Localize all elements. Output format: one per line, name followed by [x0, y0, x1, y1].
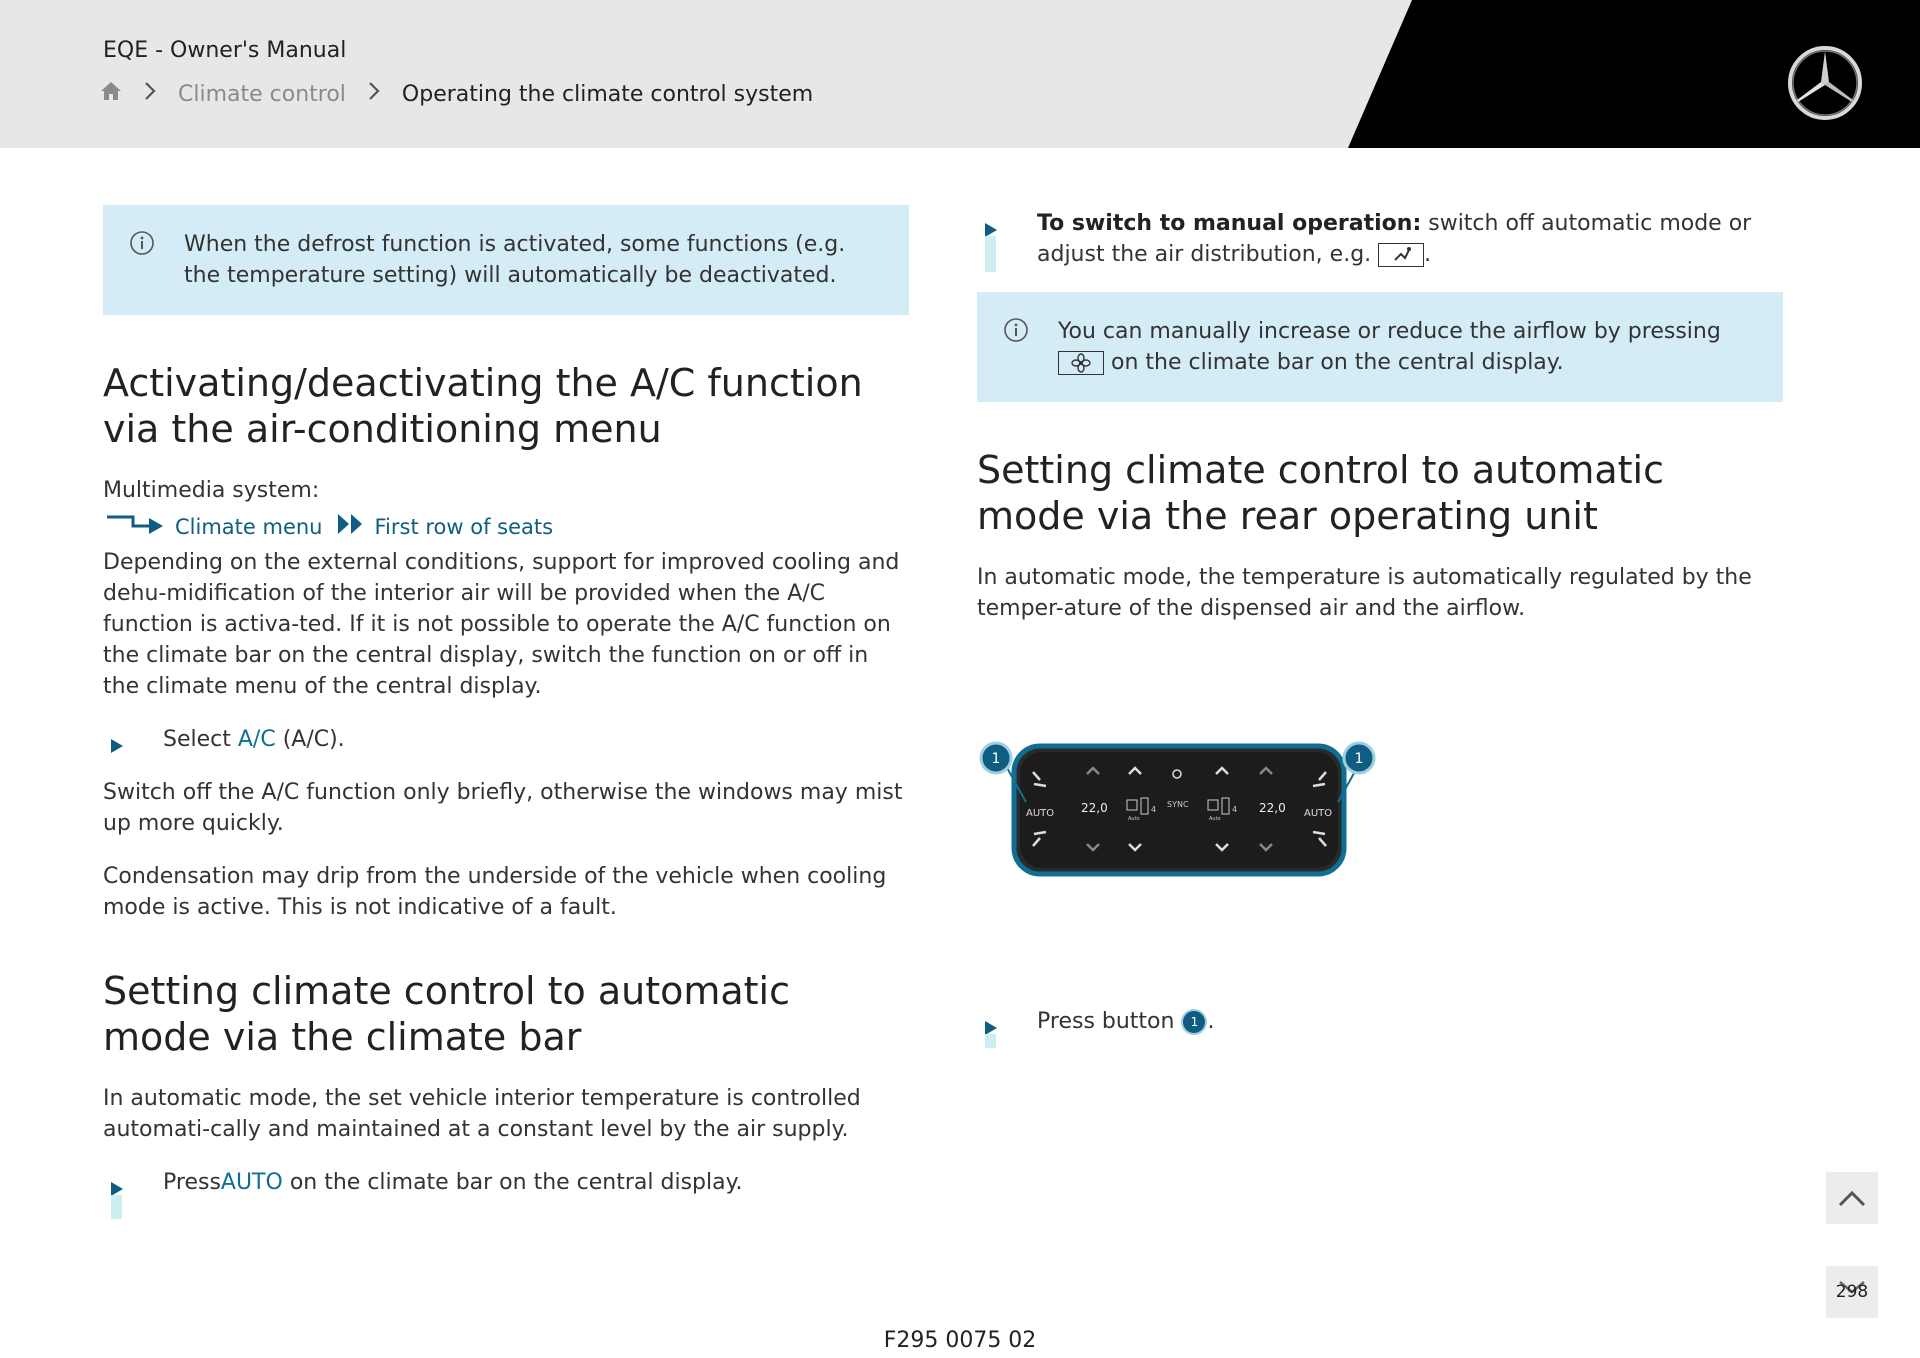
fan-icon — [1058, 351, 1104, 375]
diagram-fan-level-right: 4 — [1232, 805, 1238, 814]
air-distribution-icon — [1378, 243, 1424, 267]
callout-1-left: 1 — [991, 751, 1001, 767]
paragraph-rear-auto: In automatic mode, the temperature is automatically regulated by the temper-ature of the dispensed air and the airflow. — [977, 565, 1752, 621]
info-box-defrost — [103, 205, 909, 315]
rear-operating-unit-diagram — [976, 740, 1401, 880]
step-text: . — [1424, 242, 1432, 267]
diagram-temp-left: 22,0 — [1081, 801, 1108, 815]
info-box-airflow — [977, 292, 1783, 402]
step-marker-bar — [111, 1195, 122, 1219]
header-black-panel — [0, 0, 1920, 148]
step-text: (A/C). — [275, 727, 345, 752]
step-text: . — [1207, 1009, 1215, 1034]
callout-badge: 1 — [1181, 1009, 1207, 1035]
diagram-fan-auto-right: Auto — [1209, 816, 1221, 822]
step-text: Select — [163, 727, 238, 752]
step-manual-operation — [977, 208, 1783, 270]
diagram-fan-level-left: 4 — [1151, 805, 1157, 814]
step-text: switch off automatic mode or adjust the air distribution, e.g. — [1037, 211, 1752, 267]
diagram-fan-auto-left: Auto — [1128, 816, 1140, 822]
heading-auto-climate-bar: Setting climate control to automatic mode via the climate bar — [103, 969, 791, 1059]
auto-link[interactable]: AUTO — [220, 1170, 283, 1195]
info-text: When the defrost function is activated, some functions (e.g. the temperature setting) will automatically be deactivated. — [184, 232, 846, 288]
step-marker-bar — [985, 236, 996, 272]
info-text: on the climate bar on the central display. — [1104, 350, 1564, 375]
heading-auto-rear-unit: Setting climate control to automatic mode via the rear operating unit — [977, 448, 1665, 538]
step-press-button — [977, 1006, 1843, 1037]
step-select-ac — [103, 724, 909, 755]
manual-title: EQE - Owner's Manual — [103, 38, 347, 63]
diagram-temp-right: 22,0 — [1259, 801, 1286, 815]
menu-path-first-row[interactable]: First row of seats — [374, 514, 554, 539]
info-text: You can manually increase or reduce the airflow by pressing — [1058, 319, 1721, 344]
paragraph-condensation: Condensation may drip from the underside of the vehicle when cooling mode is active. This is not indicative of a fault. — [103, 864, 887, 920]
info-icon — [1003, 317, 1029, 352]
menu-path-arrow-icon — [103, 512, 167, 541]
step-arrow-icon — [109, 732, 125, 763]
paragraph-ac-support: Depending on the external conditions, support for improved cooling and dehu-midification of the interior air will be provided when the A/C function is activa-ted. If it is not possible to operate the A/C function on the climate bar on the central display, switch the function on or off in the climate menu of the central display. — [103, 550, 900, 699]
diagram-auto-right: AUTO — [1304, 808, 1333, 819]
scroll-to-top-button[interactable] — [1826, 1172, 1878, 1224]
chevron-right-icon — [368, 81, 380, 107]
double-chevron-icon — [336, 512, 366, 541]
step-text: on the climate bar on the central display. — [282, 1170, 743, 1195]
diagram-sync: SYNC — [1167, 800, 1189, 809]
step-press-auto — [103, 1167, 909, 1198]
heading-ac-function: Activating/deactivating the A/C function via the air-conditioning menu — [103, 361, 863, 451]
diagram-auto-left: AUTO — [1026, 808, 1055, 819]
step-text: Press — [163, 1170, 221, 1195]
page-number: 298 — [1835, 1282, 1869, 1302]
page-number-box[interactable] — [1826, 1266, 1878, 1318]
breadcrumb-current: Operating the climate control system — [401, 81, 814, 107]
multimedia-label: Multimedia system: — [103, 478, 320, 503]
breadcrumb-climate-control[interactable]: Climate control — [178, 81, 346, 107]
step-text: Press button — [1037, 1009, 1182, 1034]
image-code: F295 0075 02 — [883, 1328, 1037, 1353]
paragraph-mist-warning: Switch off the A/C function only briefly, otherwise the windows may mist up more quickly. — [103, 780, 903, 836]
paragraph-auto-mode: In automatic mode, the set vehicle interior temperature is controlled automati-cally and maintained at a constant level by the air supply. — [103, 1086, 861, 1142]
menu-path-climate-menu[interactable]: Climate menu — [175, 514, 323, 539]
right-column — [977, 205, 1783, 624]
home-icon[interactable] — [100, 80, 122, 108]
chevron-right-icon — [144, 81, 156, 107]
breadcrumb — [100, 80, 813, 108]
step-marker-bar — [985, 1034, 996, 1048]
left-column — [103, 205, 909, 1198]
info-icon — [129, 230, 155, 265]
manual-operation-label: To switch to manual operation: — [1037, 211, 1422, 236]
brand-logo-icon — [1786, 44, 1864, 126]
menu-path — [103, 512, 909, 541]
callout-1-right: 1 — [1354, 751, 1364, 767]
page-header — [0, 0, 1920, 148]
chevron-up-icon — [1837, 1188, 1867, 1208]
ac-link[interactable]: A/C — [237, 727, 276, 752]
